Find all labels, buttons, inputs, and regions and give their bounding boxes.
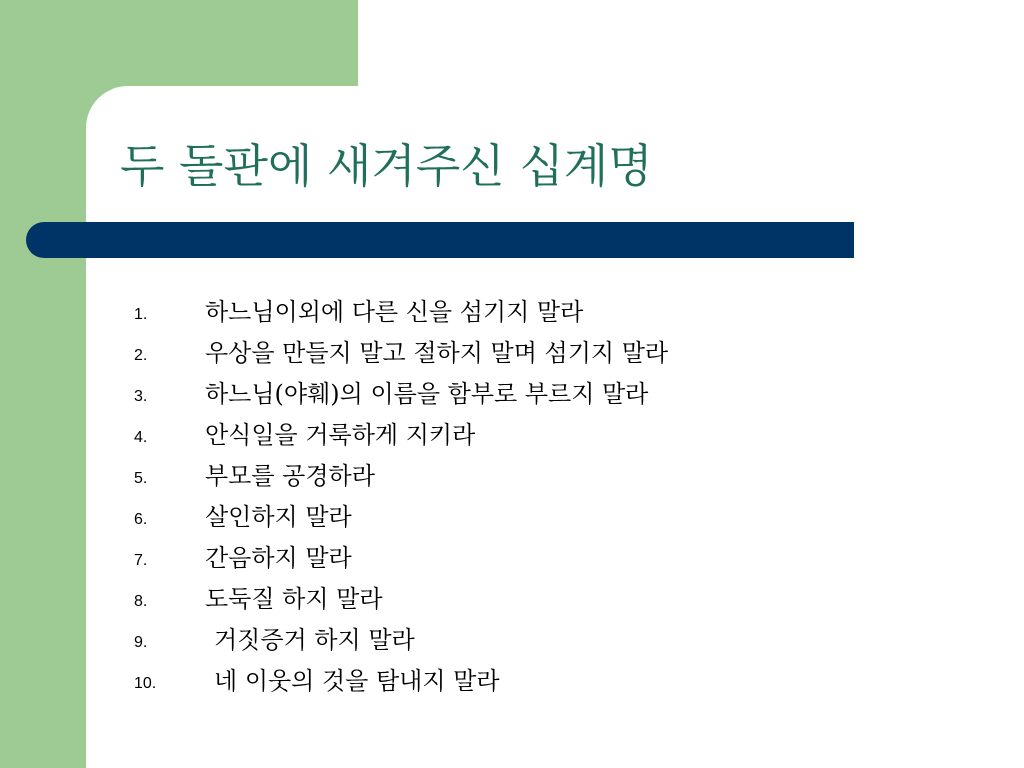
commandment-item	[0, 579, 1024, 620]
commandment-text: 네 이웃의 것을 탐내지 말라	[214, 667, 500, 695]
commandment-item	[0, 661, 1024, 702]
commandment-number: 7.	[134, 552, 148, 569]
commandment-number: 1.	[134, 306, 148, 323]
commandment-item	[0, 333, 1024, 374]
commandment-text: 안식일을 거룩하게 지키라	[205, 421, 476, 449]
slide-title: 두 돌판에 새겨주신 십계명	[120, 139, 653, 193]
commandment-text: 살인하지 말라	[205, 503, 352, 531]
commandment-text: 하느님이외에 다른 신을 섬기지 말라	[205, 298, 584, 326]
commandment-number: 8.	[134, 593, 148, 610]
commandment-item	[0, 415, 1024, 456]
commandment-text: 우상을 만들지 말고 절하지 말며 섬기지 말라	[205, 339, 669, 367]
commandment-number: 10.	[134, 675, 157, 692]
commandment-item	[0, 497, 1024, 538]
commandment-list	[0, 292, 1024, 702]
commandment-number: 5.	[134, 470, 148, 487]
commandment-number: 2.	[134, 347, 148, 364]
commandment-text: 부모를 공경하라	[205, 462, 375, 490]
commandment-number: 3.	[134, 388, 148, 405]
commandment-number: 4.	[134, 429, 148, 446]
commandment-number: 9.	[134, 634, 148, 651]
commandment-text: 도둑질 하지 말라	[205, 585, 383, 613]
commandment-item	[0, 456, 1024, 497]
commandment-item	[0, 620, 1024, 661]
commandment-number: 6.	[134, 511, 148, 528]
commandment-text: 거짓증거 하지 말라	[214, 626, 415, 654]
commandment-item	[0, 292, 1024, 333]
commandment-text: 하느님(야훼)의 이름을 함부로 부르지 말라	[205, 380, 649, 408]
commandment-text: 간음하지 말라	[205, 544, 352, 572]
commandment-item	[0, 374, 1024, 415]
title-underline-bar	[26, 222, 854, 258]
commandment-item	[0, 538, 1024, 579]
